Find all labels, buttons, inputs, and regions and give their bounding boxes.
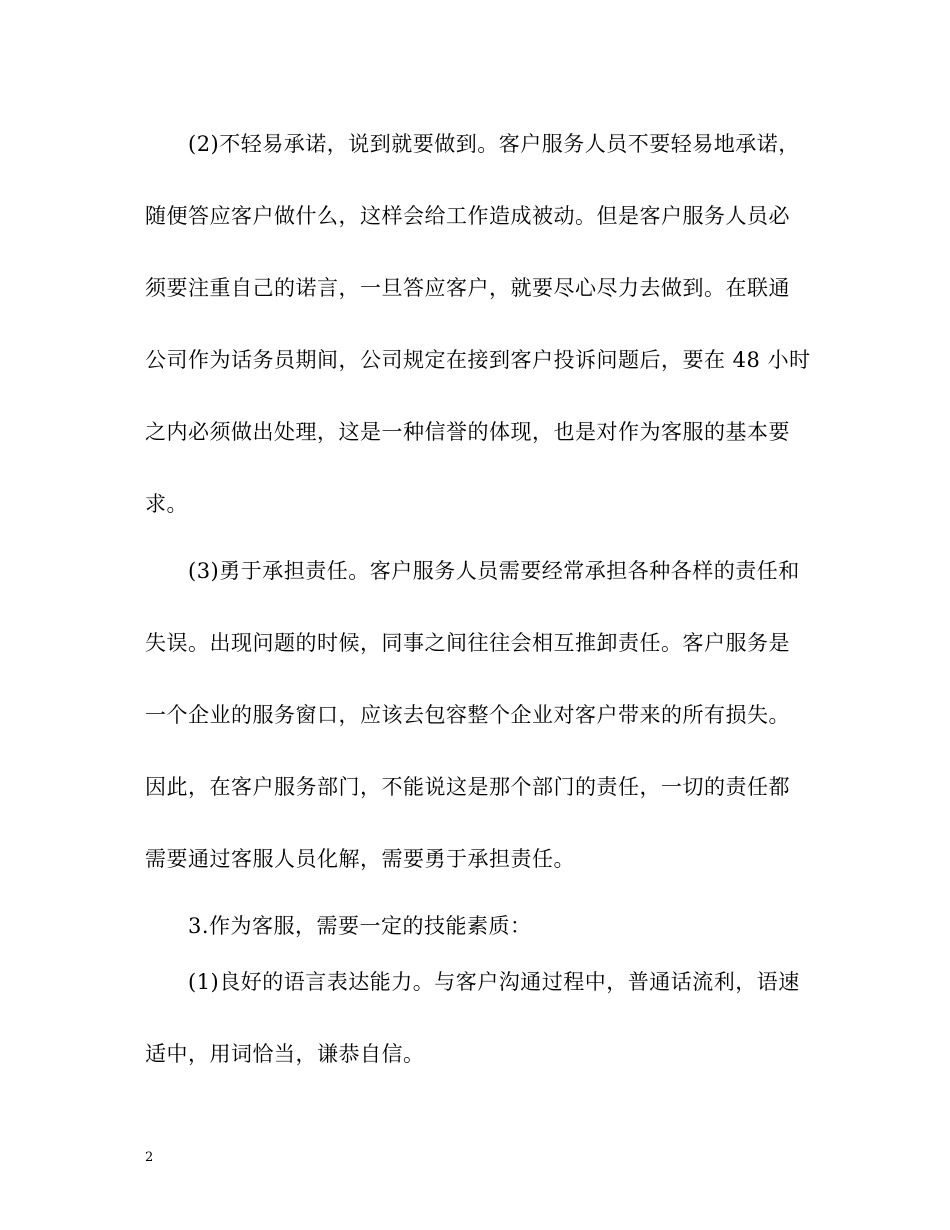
- paragraph-line: 适中，用词恰当，谦恭自信。: [145, 1042, 425, 1066]
- paragraph-line: (3)勇于承担责任。客户服务人员需要经常承担各种各样的责任和: [188, 559, 800, 583]
- paragraph-line: (1)良好的语言表达能力。与客户沟通过程中，普通话流利，语速: [188, 970, 800, 994]
- paragraph-line: 须要注重自己的诺言，一旦答应客户，就要尽心尽力去做到。在联通: [145, 276, 790, 300]
- paragraph-line: 公司作为话务员期间，公司规定在接到客户投诉问题后，要在 48 小时: [145, 348, 811, 372]
- paragraph-line: 求。: [145, 492, 188, 516]
- paragraph-line: 因此，在客户服务部门，不能说这是那个部门的责任，一切的责任都: [145, 775, 790, 799]
- paragraph-line: 需要通过客服人员化解，需要勇于承担责任。: [145, 847, 575, 871]
- paragraph-line: 之内必须做出处理，这是一种信誉的体现，也是对作为客服的基本要: [145, 420, 790, 444]
- paragraph-line: (2)不轻易承诺，说到就要做到。客户服务人员不要轻易地承诺，: [188, 132, 800, 156]
- paragraph-line: 失误。出现问题的时候，同事之间往往会相互推卸责任。客户服务是: [145, 631, 790, 655]
- paragraph-line: 随便答应客户做什么，这样会给工作造成被动。但是客户服务人员必: [145, 204, 790, 228]
- paragraph-line: 一个企业的服务窗口，应该去包容整个企业对客户带来的所有损失。: [145, 703, 790, 727]
- page-number: 2: [145, 1150, 154, 1165]
- section-heading-line: 3.作为客服，需要一定的技能素质：: [188, 914, 532, 938]
